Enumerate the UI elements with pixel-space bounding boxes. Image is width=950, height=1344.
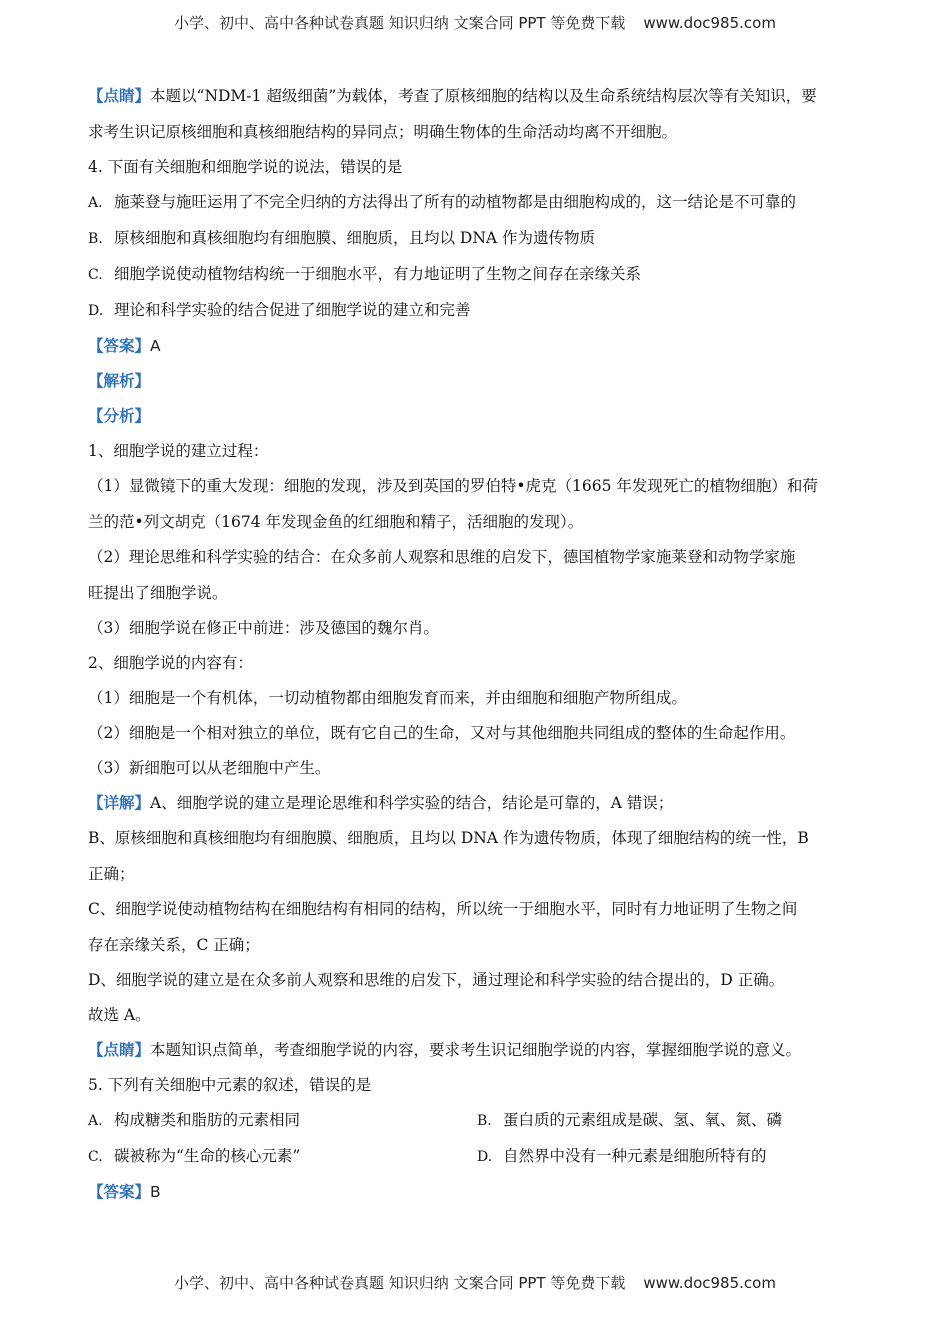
detail-conclusion: 故选 A。 — [88, 1006, 151, 1024]
q5-option-b: B. 蛋白质的元素组成是碳、氢、氧、氮、磷 — [477, 1111, 783, 1129]
footer-text: 小学、初中、高中各种试卷真题 知识归纳 文案合同 PPT 等免费下载 — [174, 1274, 626, 1292]
header-text: 小学、初中、高中各种试卷真题 知识归纳 文案合同 PPT 等免费下载 — [174, 14, 626, 32]
content-point-3: （3）新细胞可以从老细胞中产生。 — [88, 759, 331, 777]
q4-option-a: A. 施莱登与施旺运用了不完全归纳的方法得出了所有的动植物都是由细胞构成的，这一结论是不可靠的 — [88, 193, 797, 211]
q4-jiexi-heading: 【解析】 — [88, 372, 151, 390]
question-4-stem: 4. 下面有关细胞和细胞学说的说法，错误的是 — [88, 158, 403, 176]
page-header — [0, 12, 950, 33]
dianjing-block-2: 【点睛】本题知识点简单，考查细胞学说的内容，要求考生识记细胞学说的内容，掌握细胞学说的意义。 — [88, 1041, 802, 1059]
detail-a: 【详解】A、细胞学说的建立是理论思维和科学实验的结合，结论是可靠的，A 错误； — [88, 794, 674, 812]
dianjing-line-2: 求考生识记原核细胞和真核细胞结构的异同点；明确生物体的生命活动均离不开细胞。 — [88, 123, 678, 141]
content-point-2: （2）细胞是一个相对独立的单位，既有它自己的生命，又对与其他细胞共同组成的整体的生命起作用。 — [88, 724, 796, 742]
page-footer — [0, 1272, 950, 1293]
detail-b: B、原核细胞和真核细胞均有细胞膜、细胞质，且均以 DNA 作为遗传物质，体现了细胞结构的统一性，B 正确； — [88, 829, 809, 883]
header-url[interactable]: www.doc985.com — [643, 14, 776, 32]
q5-answer: 【答案】B — [88, 1183, 161, 1201]
dianjing-line-1: 本题以“NDM-1 超级细菌”为载体，考查了原核细胞的结构以及生命系统结构层次等有关知识，要 — [150, 87, 817, 105]
dianjing-tag: 【点睛】 — [88, 87, 151, 105]
q5-option-a: A. 构成糖类和脂肪的元素相同 — [88, 1111, 301, 1129]
q4-option-b: B. 原核细胞和真核细胞均有细胞膜、细胞质，且均以 DNA 作为遗传物质 — [88, 229, 596, 247]
analysis-point-1: （1）显微镜下的重大发现：细胞的发现，涉及到英国的罗伯特•虎克（1665 年发现死亡的植物细胞）和荷 兰的范•列文胡克（1674 年发现金鱼的红细胞和精子，活细胞的发现）。 — [88, 477, 818, 531]
document-body — [88, 84, 866, 1215]
analysis-point-3: （3）细胞学说在修正中前进：涉及德国的魏尔肖。 — [88, 619, 439, 637]
q4-fenxi-heading: 【分析】 — [88, 407, 151, 425]
q5-option-d: D. 自然界中没有一种元素是细胞所特有的 — [477, 1147, 767, 1165]
analysis-heading-2: 2、细胞学说的内容有： — [88, 654, 253, 672]
q4-option-d: D. 理论和科学实验的结合促进了细胞学说的建立和完善 — [88, 301, 471, 319]
content-point-1: （1）细胞是一个有机体，一切动植物都由细胞发育而来，并由细胞和细胞产物所组成。 — [88, 689, 687, 707]
question-5-stem: 5. 下列有关细胞中元素的叙述，错误的是 — [88, 1076, 372, 1094]
detail-d: D、细胞学说的建立是在众多前人观察和思维的启发下，通过理论和科学实验的结合提出的，D 正确。 — [88, 971, 785, 989]
analysis-point-2: （2）理论思维和科学实验的结合：在众多前人观察和思维的启发下，德国植物学家施莱登和动物学家施 旺提出了细胞学说。 — [88, 548, 796, 602]
q5-option-c: C. 碳被称为“生命的核心元素” — [88, 1147, 301, 1165]
footer-url[interactable]: www.doc985.com — [643, 1274, 776, 1292]
analysis-heading-1: 1、细胞学说的建立过程： — [88, 442, 269, 460]
dianjing-block-1 — [88, 84, 866, 144]
detail-c: C、细胞学说使动植物结构在细胞结构有相同的结构，所以统一于细胞水平，同时有力地证明了生物之间 存在亲缘关系，C 正确； — [88, 900, 798, 954]
q4-answer: 【答案】A — [88, 337, 161, 355]
q5-options-row-2 — [88, 1144, 866, 1169]
q4-option-c: C. 细胞学说使动植物结构统一于细胞水平，有力地证明了生物之间存在亲缘关系 — [88, 265, 642, 283]
q5-options-row-1 — [88, 1108, 866, 1133]
